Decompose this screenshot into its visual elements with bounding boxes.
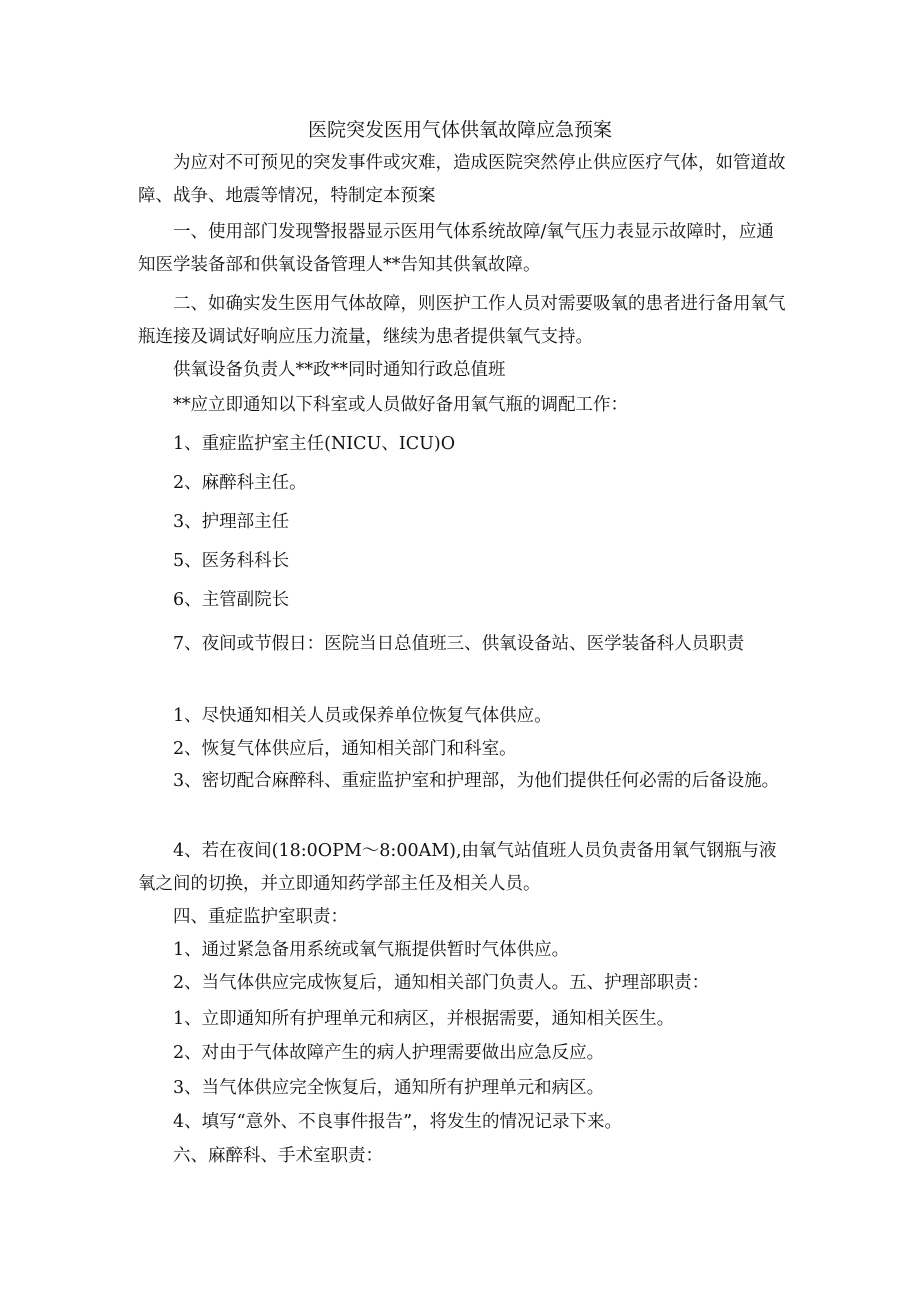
notify-item-medical-affairs: 5、医务科科长 (173, 551, 290, 571)
icu-duty-1: 1、通过紧急备用系统或氧气瓶提供暂时气体供应。 (173, 940, 570, 960)
section-4-heading: 四、重症监护室职责： (173, 907, 348, 927)
intro-paragraph: 为应对不可预见的突发事件或灾难，造成医院突然停止供应医疗气体，如管道故障、战争、地震等情况，特制定本预案 (138, 153, 786, 206)
notify-item-nursing: 3、护理部主任 (173, 512, 290, 532)
document-title: 医院突发医用气体供氧故障应急预案 (307, 119, 612, 141)
notify-item-anesthesia: 2、麻醉科主任。 (173, 473, 307, 493)
oxygen-station-duty-1: 1、尽快通知相关人员或保养单位恢复气体供应。 (173, 706, 552, 726)
icu-duty-2: 2、当气体供应完成恢复后，通知相关部门负责人。五、护理部职责： (173, 973, 710, 993)
notify-list-intro: **应立即通知以下科室或人员做好备用氧气瓶的调配工作： (173, 395, 628, 415)
nursing-duty-3: 3、当气体供应完全恢复后，通知所有护理单元和病区。 (173, 1078, 605, 1098)
oxygen-station-duty-3: 3、密切配合麻醉科、重症监护室和护理部，为他们提供任何必需的后备设施。 (173, 771, 780, 791)
notify-item-icu: 1、重症监护室主任(NICU、ICU)O (173, 434, 456, 454)
nursing-duty-2: 2、对由于气体故障产生的病人护理需要做出应急反应。 (173, 1043, 605, 1063)
nursing-duty-4: 4、填写“意外、不良事件报告”，将发生的情况记录下来。 (173, 1112, 623, 1132)
oxygen-station-duty-2: 2、恢复气体供应后，通知相关部门和科室。 (173, 739, 517, 759)
section-3-paragraph: 7、夜间或节假日：医院当日总值班三、供氧设备站、医学装备科人员职责 (173, 634, 745, 654)
oxygen-station-duty-4: 4、若在夜间(18:0OPM～8:00AM),由氧气站值班人员负责备用氧气钢瓶与液氧之间的切换，并立即通知药学部主任及相关人员。 (138, 841, 777, 894)
section-6-heading: 六、麻醉科、手术室职责： (173, 1146, 383, 1166)
section-1-paragraph: 一、使用部门发现警报器显示医用气体系统故障/氧气压力表显示故障时，应通知医学装备部和供氧设备管理人**告知其供氧故障。 (138, 222, 774, 275)
section-2-paragraph: 二、如确实发生医用气体故障，则医护工作人员对需要吸氧的患者进行备用氧气瓶连接及调试好响应压力流量，继续为患者提供氧气支持。 (138, 294, 786, 347)
notify-admin-line: 供氧设备负责人**政**同时通知行政总值班 (173, 360, 506, 380)
notify-item-vice-president: 6、主管副院长 (173, 590, 290, 610)
nursing-duty-1: 1、立即通知所有护理单元和病区，并根据需要，通知相关医生。 (173, 1009, 675, 1029)
